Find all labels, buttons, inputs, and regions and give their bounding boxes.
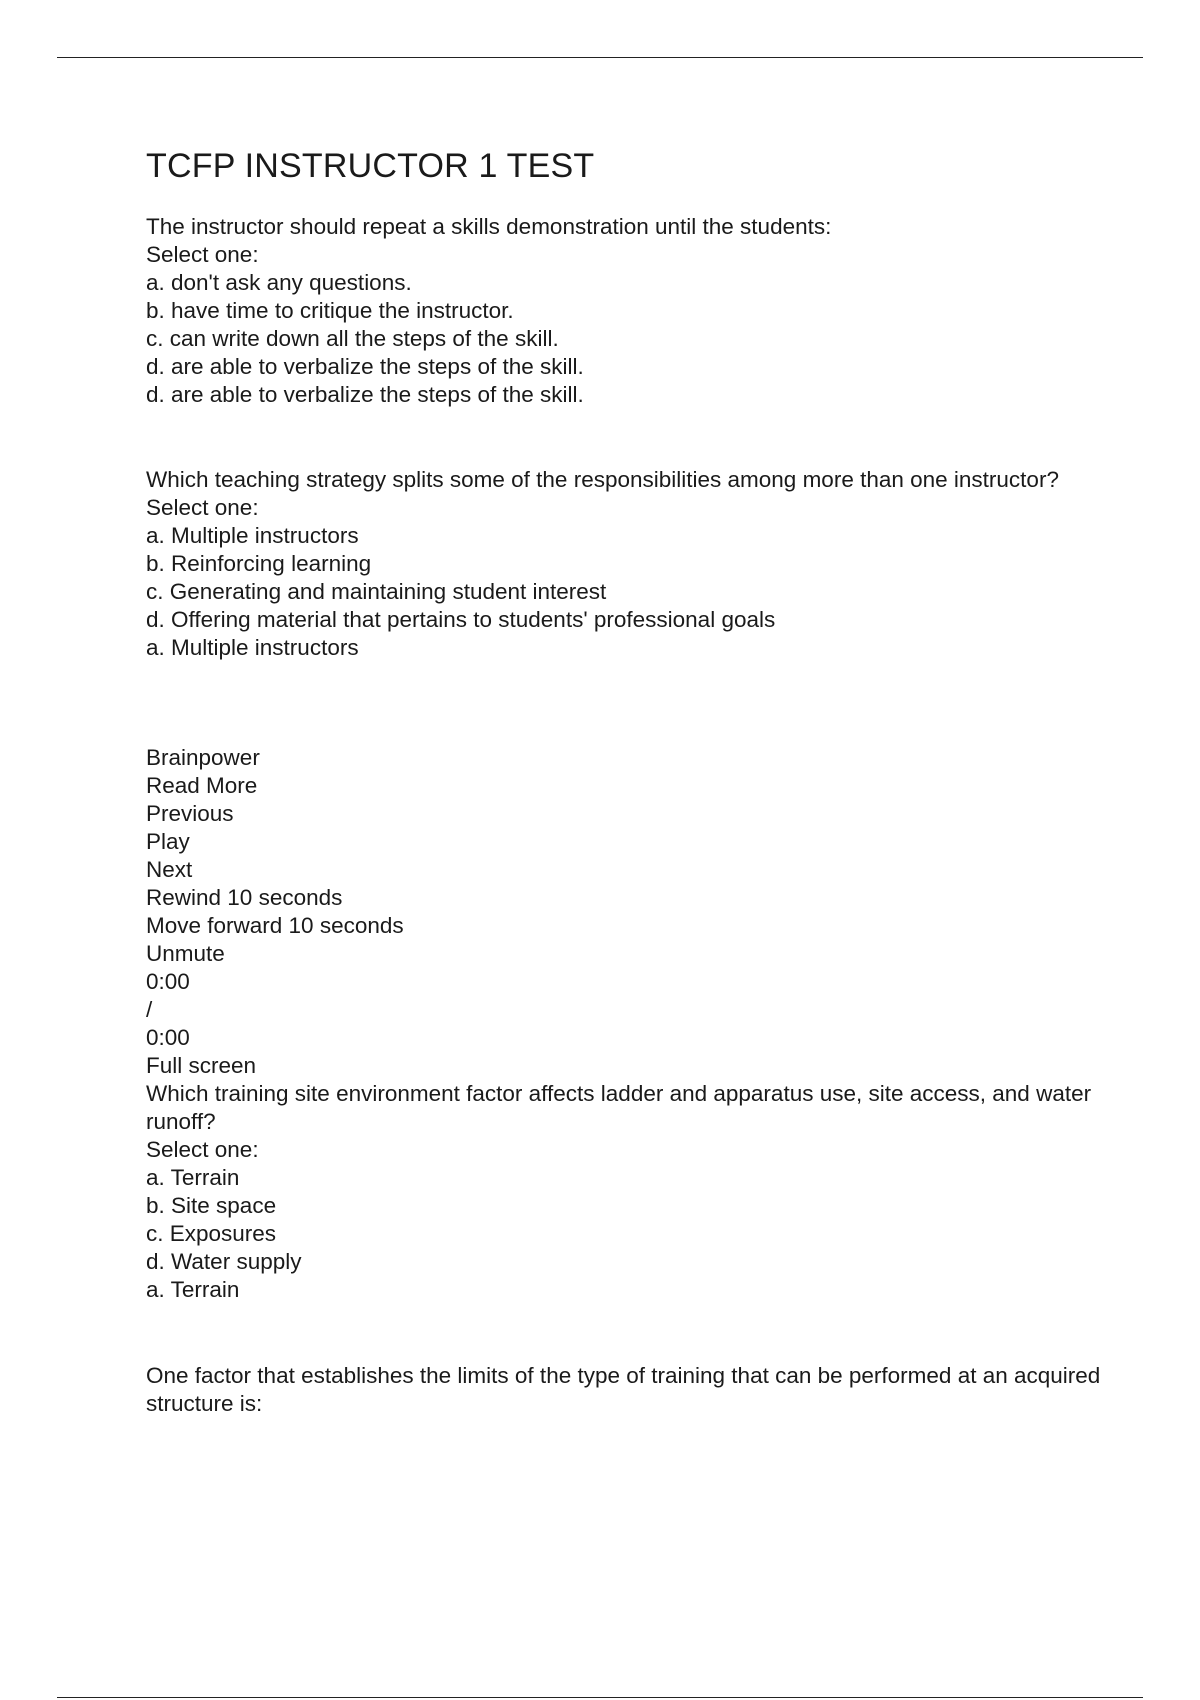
forward-button[interactable]: Move forward 10 seconds [146, 913, 404, 938]
question-text: One factor that establishes the limits of the type of training that can be performed at an acquired structure is: [146, 1363, 1101, 1416]
option-b: b. Site space [146, 1193, 277, 1218]
document-title: TCFP INSTRUCTOR 1 TEST [146, 147, 595, 185]
rewind-button[interactable]: Rewind 10 seconds [146, 885, 343, 910]
read-more-link[interactable]: Read More [146, 773, 258, 798]
full-screen-button[interactable]: Full screen [146, 1053, 257, 1078]
select-prompt: Select one: [146, 242, 259, 267]
question-block-4 [146, 1362, 1106, 1418]
question-text: Which teaching strategy splits some of the responsibilities among more than one instructor? [146, 467, 1059, 492]
question-block-1 [146, 213, 1106, 409]
select-prompt: Select one: [146, 1137, 259, 1162]
top-divider [57, 57, 1143, 58]
previous-button[interactable]: Previous [146, 801, 234, 826]
answer: d. are able to verbalize the steps of the skill. [146, 382, 584, 407]
option-c: c. Generating and maintaining student interest [146, 579, 607, 604]
option-a: a. don't ask any questions. [146, 270, 412, 295]
current-time: 0:00 [146, 969, 190, 994]
media-player-text [146, 744, 1106, 1304]
next-button[interactable]: Next [146, 857, 193, 882]
option-d: d. Water supply [146, 1249, 302, 1274]
option-b: b. have time to critique the instructor. [146, 298, 514, 323]
option-c: c. can write down all the steps of the skill. [146, 326, 559, 351]
option-b: b. Reinforcing learning [146, 551, 372, 576]
option-d: d. Offering material that pertains to students' professional goals [146, 607, 776, 632]
question-text: The instructor should repeat a skills demonstration until the students: [146, 214, 832, 239]
option-c: c. Exposures [146, 1221, 277, 1246]
answer: a. Terrain [146, 1277, 240, 1302]
duration: 0:00 [146, 1025, 190, 1050]
option-d: d. are able to verbalize the steps of the skill. [146, 354, 584, 379]
document-body [146, 140, 1106, 1418]
question-block-2 [146, 466, 1106, 662]
brand-label: Brainpower [146, 745, 260, 770]
play-button[interactable]: Play [146, 829, 190, 854]
option-a: a. Multiple instructors [146, 523, 359, 548]
time-separator: / [146, 997, 153, 1022]
question-text-3: Which training site environment factor affects ladder and apparatus use, site access, and water runoff? [146, 1081, 1092, 1134]
unmute-button[interactable]: Unmute [146, 941, 225, 966]
select-prompt: Select one: [146, 495, 259, 520]
answer: a. Multiple instructors [146, 635, 359, 660]
bottom-divider [57, 1697, 1143, 1698]
option-a: a. Terrain [146, 1165, 240, 1190]
